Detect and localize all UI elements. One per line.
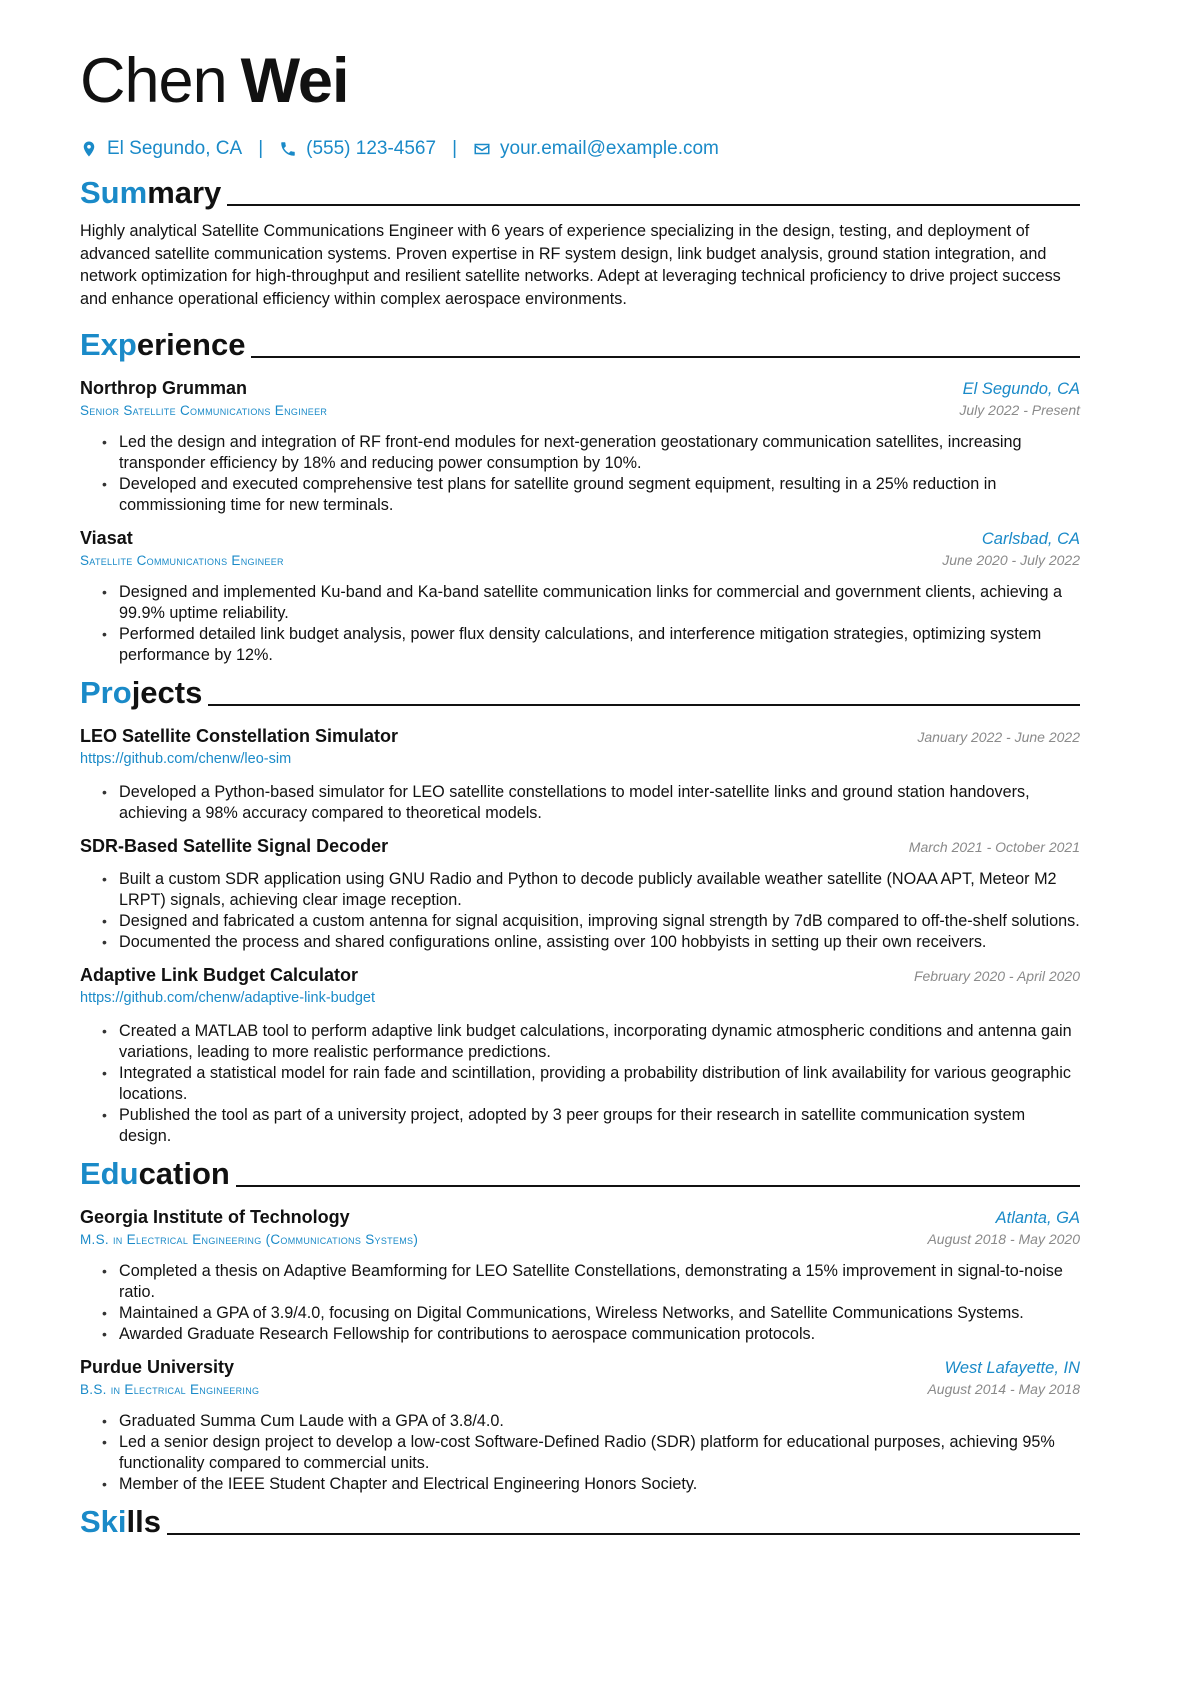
- project-name: Adaptive Link Budget Calculator: [80, 965, 359, 985]
- company-name: Northrop Grumman: [80, 378, 248, 398]
- list-item: • Graduated Summa Cum Laude with a GPA of 3.8/4.0.: [102, 1411, 1080, 1432]
- contact-bar: [80, 134, 1080, 164]
- job-date: June 2020 - July 2022: [942, 552, 1080, 568]
- project-date: January 2022 - June 2022: [917, 729, 1080, 745]
- list-item: • Led a senior design project to develop a low-cost Software-Defined Radio (SDR) platform for educational purposes, achieving 95% functionality compared to commercial units.: [102, 1432, 1080, 1474]
- project-name: LEO Satellite Constellation Simulator: [80, 726, 399, 746]
- envelope-icon: [473, 140, 491, 158]
- list-item: • Performed detailed link budget analysis, power flux density calculations, and interference mitigation strategies, optimizing system performance by 12%.: [102, 624, 1080, 666]
- list-item: • Designed and implemented Ku-band and Ka-band satellite communication links for commercial and government clients, achieving a 99.9% uptime reliability.: [102, 582, 1080, 624]
- education-entry: [80, 1207, 1080, 1345]
- list-item: • Developed a Python-based simulator for LEO satellite constellations to model inter-satellite links and ground station handovers, achieving a 98% accuracy compared to theoretical models.: [102, 782, 1080, 824]
- list-item: • Member of the IEEE Student Chapter and Electrical Engineering Honors Society.: [102, 1474, 1080, 1495]
- bullet-list: [80, 1261, 1080, 1345]
- list-item: • Designed and fabricated a custom antenna for signal acquisition, improving signal strength by 7dB compared to off-the-shelf solutions.: [102, 911, 1080, 932]
- education-heading: [80, 1153, 1080, 1191]
- last-name: Wei: [240, 46, 349, 116]
- education-entry: [80, 1357, 1080, 1495]
- bullet-list: [80, 1021, 1080, 1147]
- school-name: Purdue University: [80, 1357, 235, 1377]
- bullet-list: [80, 432, 1080, 516]
- phone-text: (555) 123-4567: [306, 138, 437, 159]
- bullet-list: [80, 582, 1080, 666]
- bullet-list: [80, 782, 1080, 824]
- section-title: Summary: [80, 175, 222, 210]
- section-divider: [227, 204, 1080, 206]
- summary-text: Highly analytical Satellite Communications Engineer with 6 years of experience specializing in the design, testing, and deployment of advanced satellite communication systems. Proven expertise in RF system design, link budget analysis, ground station integration, and network optimization for high-throughput and resilient satellite networks. Adept at leveraging technical proficiency to drive project success and enhance operational efficiency within complex aerospace environments.: [80, 222, 1061, 308]
- project-name: SDR-Based Satellite Signal Decoder: [80, 836, 389, 856]
- section-divider: [236, 1185, 1080, 1187]
- project-entry: [80, 836, 1080, 953]
- section-divider: [167, 1533, 1080, 1535]
- section-divider: [208, 704, 1080, 706]
- experience-entry: [80, 378, 1080, 516]
- email-text: your.email@example.com: [500, 138, 719, 159]
- candidate-name: [80, 42, 1080, 120]
- education-date: August 2014 - May 2018: [927, 1381, 1080, 1397]
- section-divider: [251, 356, 1080, 358]
- projects-heading: [80, 672, 1080, 710]
- list-item: • Published the tool as part of a university project, adopted by 3 peer groups for their research in satellite communication system design.: [102, 1105, 1080, 1147]
- project-entry: [80, 965, 1080, 1147]
- job-role: Senior Satellite Communications Engineer: [80, 403, 328, 418]
- contact-location: [80, 138, 242, 160]
- phone-icon: [279, 140, 297, 158]
- location-text: El Segundo, CA: [107, 138, 243, 159]
- school-location: West Lafayette, IN: [944, 1359, 1080, 1377]
- bullet-list: [80, 1411, 1080, 1495]
- section-title: Education: [80, 1156, 230, 1191]
- project-link[interactable]: https://github.com/chenw/leo-sim: [80, 751, 292, 767]
- project-entry: [80, 726, 1080, 824]
- school-name: Georgia Institute of Technology: [80, 1207, 350, 1227]
- job-location: El Segundo, CA: [962, 380, 1080, 398]
- project-date: March 2021 - October 2021: [908, 839, 1080, 855]
- project-date: February 2020 - April 2020: [913, 968, 1080, 984]
- job-location: Carlsbad, CA: [981, 530, 1080, 548]
- experience-entry: [80, 528, 1080, 666]
- project-link[interactable]: https://github.com/chenw/adaptive-link-budget: [80, 990, 376, 1006]
- list-item: • Created a MATLAB tool to perform adaptive link budget calculations, incorporating dynamic atmospheric conditions and antenna gain variations, leading to more realistic performance predictions.: [102, 1021, 1080, 1063]
- degree: B.S. in Electrical Engineering: [80, 1382, 260, 1397]
- section-title: Projects: [80, 675, 203, 710]
- first-name: Chen: [80, 46, 227, 116]
- experience-heading: [80, 324, 1080, 362]
- list-item: • Integrated a statistical model for rain fade and scintillation, providing a probability distribution of link availability for various geographic locations.: [102, 1063, 1080, 1105]
- list-item: • Built a custom SDR application using GNU Radio and Python to decode publicly available weather satellite (NOAA APT, Meteor M2 LRPT) signals, achieving clear image reception.: [102, 869, 1080, 911]
- job-date: July 2022 - Present: [959, 402, 1080, 418]
- section-title: Skills: [80, 1504, 161, 1539]
- job-role: Satellite Communications Engineer: [80, 553, 284, 568]
- list-item: • Documented the process and shared configurations online, assisting over 100 hobbyists in setting up their own receivers.: [102, 932, 1080, 953]
- list-item: • Led the design and integration of RF front-end modules for next-generation geostationary communication satellites, increasing transponder efficiency by 18% and reducing power consumption by 10%.: [102, 432, 1080, 474]
- contact-email[interactable]: [473, 138, 719, 160]
- list-item: • Awarded Graduate Research Fellowship for contributions to aerospace communication protocols.: [102, 1324, 1080, 1345]
- summary-heading: [80, 172, 1080, 210]
- skills-heading: [80, 1501, 1080, 1539]
- degree: M.S. in Electrical Engineering (Communications Systems): [80, 1232, 419, 1247]
- education-date: August 2018 - May 2020: [927, 1231, 1080, 1247]
- bullet-list: [80, 869, 1080, 953]
- section-title: Experience: [80, 327, 246, 362]
- map-marker-icon: [80, 140, 98, 158]
- school-location: Atlanta, GA: [995, 1209, 1080, 1227]
- list-item: • Developed and executed comprehensive test plans for satellite ground segment equipment, resulting in a 25% reduction in commissioning time for new terminals.: [102, 474, 1080, 516]
- list-item: • Completed a thesis on Adaptive Beamforming for LEO Satellite Constellations, demonstrating a 15% improvement in signal-to-noise ratio.: [102, 1261, 1080, 1303]
- contact-separator: |: [452, 138, 458, 159]
- contact-separator: |: [258, 138, 264, 159]
- company-name: Viasat: [80, 528, 133, 548]
- list-item: • Maintained a GPA of 3.9/4.0, focusing on Digital Communications, Wireless Networks, and Satellite Communications Systems.: [102, 1303, 1080, 1324]
- contact-phone[interactable]: [279, 138, 436, 160]
